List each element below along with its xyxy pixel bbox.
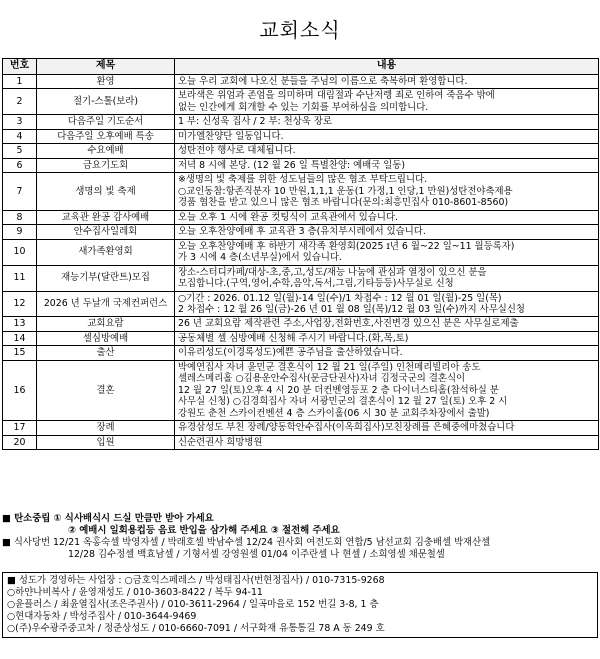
content-line: 유경삼성도 부친 장례/양동학안수집사(이옥희집사)모친장례를 은혜중에마쳤습니다 [178,422,515,434]
meal-duty-line-1 [2,537,598,549]
table-row [3,158,599,172]
table-header-row [3,59,599,75]
business-line: ○윤플러스 / 최윤열집사(조은주권사) / 010-3611-2964 / 일곡마을로 152 번길 3-8, 1 층 [7,599,379,611]
content-line: 박예연집사 자녀 윤민군 결혼식이 12 월 21 일(주일) 인천메리빌리아 송도 [178,361,481,373]
row-subject: 금요기도회 [37,158,175,172]
row-content [175,421,599,435]
business-line: ○현대자동차 / 박성주집사 / 010-3644-9469 [7,611,197,623]
page-title: 교회소식 [259,18,341,42]
content-line: 경품 협찬을 받고 있으니 많은 협조 바랍니다(문의:최흥민집사 010-8601-8560) [178,197,509,209]
table-row [3,239,599,265]
row-content [175,129,599,143]
content-line: 보라색은 위엄과 존엄을 의미하며 대림절과 수난저렝 죄로 인하여 죽음수 밖에 [178,90,495,102]
content-line: 가 3 시에 4 층(소년부실)에서 있습니다. [178,252,342,264]
content-line: 저녁 8 시에 본당. (12 월 26 일 특별찬양: 예배국 일동) [178,159,406,171]
content-line: 사무실 신청) ○김경희집사 자녀 서광민군의 결혼식이 12 월 27 일(토) 오후 2 시 [178,396,508,408]
row-content [175,346,599,360]
row-subject: 결혼 [37,360,175,420]
header-number: 번호 [3,59,37,75]
row-subject: 교회요람 [37,317,175,331]
table-row [3,331,599,345]
content-line: 성탄전야 행사로 대체됩니다. [178,145,296,157]
row-content [175,89,599,115]
row-content [175,291,599,317]
row-number: 7 [3,173,37,210]
row-number: 1 [3,75,37,89]
row-number: 14 [3,331,37,345]
header-content: 내용 [175,59,599,75]
row-subject: 교육관 완공 감사예배 [37,210,175,224]
header-subject: 제목 [37,59,175,75]
row-subject: 다음주일 기도순서 [37,115,175,129]
row-number: 6 [3,158,37,172]
table-row [3,435,599,449]
member-businesses-box [2,572,598,638]
content-line: 12 월 27 일(토)오후 4 시 20 분 더컨벤영등포 2 층 다이너스티홀(참석하실 분 [178,384,499,396]
table-row [3,115,599,129]
content-line: 오늘 오후찬양예배 후 교육관 3 층(유치부시레에서 있습니다. [178,226,426,238]
row-number: 5 [3,144,37,158]
row-content [175,435,599,449]
row-content [175,173,599,210]
content-line: 26 년 교회요람 제작관련 주소,사업장,전화번호,사진변경 있으신 분은 사무실로제출 [178,318,519,330]
content-line: 신순련권사 희망병원 [178,436,263,448]
row-content [175,225,599,239]
table-row [3,210,599,224]
table-row [3,173,599,210]
carbon-neutral-line-2: ② 예배시 일회용컵등 음료 반입을 삼가해 주세요 ③ 절전해 주세요 [68,525,340,537]
row-content [175,210,599,224]
table-body [3,75,599,450]
row-subject: 새가족환영회 [37,239,175,265]
content-line: 공동체별 셀 심방예배 신청해 주시기 바랍니다.(화,목,토) [178,332,409,344]
business-line: ○(주)우수광주중고차 / 정준상성도 / 010-6660-7091 / 서구화재 유통통길 78 A 동 249 호 [7,623,385,635]
row-number: 15 [3,346,37,360]
meal-duty-text-1: ■ 식사당번 12/21 옥홍숙셀 박영자셀 / 박래호셀 박남수셀 12/24 권사회 여전도회 연합/5 남선교회 김충배셀 박재산셀 [2,537,491,549]
row-number: 17 [3,421,37,435]
table-row [3,75,599,89]
row-subject: 입원 [37,435,175,449]
row-subject: 절기-스톨(보라) [37,89,175,115]
row-subject: 생명의 빛 축제 [37,173,175,210]
table-row [3,360,599,420]
carbon-and-meal-notices [2,513,598,561]
table-row [3,421,599,435]
row-subject: 안수집사일레회 [37,225,175,239]
content-line: 오늘 우리 교회에 나오신 분들을 주님의 이름으로 축복하며 환영합니다. [178,76,468,87]
row-number: 4 [3,129,37,143]
row-number: 12 [3,291,37,317]
content-line: 강원도 춘천 스카이컨벤션 4 층 스카이홀(06 시 30 분 교회주차장에서 출발) [178,407,490,419]
row-number: 3 [3,115,37,129]
content-line: 장소-스터디카페/대상-초,중,고,성도/재능 나눔에 관심과 열정이 있으신 분을 [178,266,487,278]
row-content [175,360,599,420]
row-content [175,144,599,158]
content-line: 오늘 오후 1 시에 완공 컷팅식이 교육관에서 있습니다. [178,211,398,223]
table-row [3,317,599,331]
content-line: 미가엘찬양단 일동입니다. [178,130,284,142]
content-line: 이유리성도(이경록성도)예쁜 공주님을 출산하였습니다. [178,347,403,359]
content-line: 1 부: 신성욱 집사 / 2 부: 천상욱 장로 [178,116,332,128]
table-row [3,144,599,158]
content-line: 2 차접수 : 12 월 26 일(금)-26 년 01 월 08 일(목)/12 월 03 일(수)까지 사무실신청 [178,303,525,315]
row-subject: 장례 [37,421,175,435]
row-subject: 2026 년 두날개 국제컨퍼런스 [37,291,175,317]
table-row [3,129,599,143]
row-number: 20 [3,435,37,449]
row-content [175,239,599,265]
row-number: 11 [3,265,37,291]
carbon-neutral-line-1: ■ 탄소중립 ① 식사배식시 드실 만큼만 받아 가세요 [2,513,214,524]
content-line: 모집합니다.(구역,영어,수학,음악,독서,그림,기타등등)사무실로 신청 [178,278,454,290]
content-line: ○교인동참:항존직분자 10 만원,1,1,1 운동(1 가정,1 인당,1 만원)성탄전야축제용 [178,185,513,197]
row-content [175,317,599,331]
row-content [175,115,599,129]
meal-duty-line-2: 12/28 김수정셀 백효남셀 / 기형서셀 강영원셀 01/04 이주란셀 나 현셀 / 소희영셀 채문철셀 [68,549,445,561]
row-number: 16 [3,360,37,420]
row-content [175,158,599,172]
table-row [3,265,599,291]
row-content [175,265,599,291]
content-line: ※생명의 빛 축제를 위한 성도님들의 많은 협조 부탁드립니다. [178,174,428,186]
table-row [3,89,599,115]
row-subject: 수요예배 [37,144,175,158]
table-row [3,291,599,317]
row-subject: 출산 [37,346,175,360]
business-line: ■ 성도가 경영하는 사업장 : ○금호익스페레스 / 박성태집사(번현정집사) / 010-7315-9268 [7,575,385,586]
row-number: 9 [3,225,37,239]
content-line: 없는 인간에게 회개할 수 있는 기회를 부여하심을 의미합니다. [178,101,429,113]
content-line: ○기간 : 2026. 01.12 일(월)-14 일(수)/1 차접수 : 12 월 01 일(월)-25 일(목) [178,292,502,304]
row-content [175,331,599,345]
table-row [3,346,599,360]
row-subject: 셀심방예배 [37,331,175,345]
row-number: 8 [3,210,37,224]
row-subject: 환영 [37,75,175,89]
row-number: 2 [3,89,37,115]
row-subject: 다음주일 오후예배 특송 [37,129,175,143]
row-content [175,75,599,89]
notices-table [2,58,599,450]
content-line: 셀레스메리홀 ○김용운안수집사(문금단권사)자녀 김정국군의 결혼식이 [178,373,466,385]
row-subject: 재능기부(달란트)모집 [37,265,175,291]
row-number: 13 [3,317,37,331]
table-row [3,225,599,239]
business-line: ○하얀나비복사 / 윤영재성도 / 010-3603-8422 / 복두 94-11 [7,587,263,599]
row-number: 10 [3,239,37,265]
content-line: 오늘 오후찬양예배 후 하반기 새각족 환영회(2025 ɪ년 6 월~22 일~11 월등록자) [178,240,515,252]
